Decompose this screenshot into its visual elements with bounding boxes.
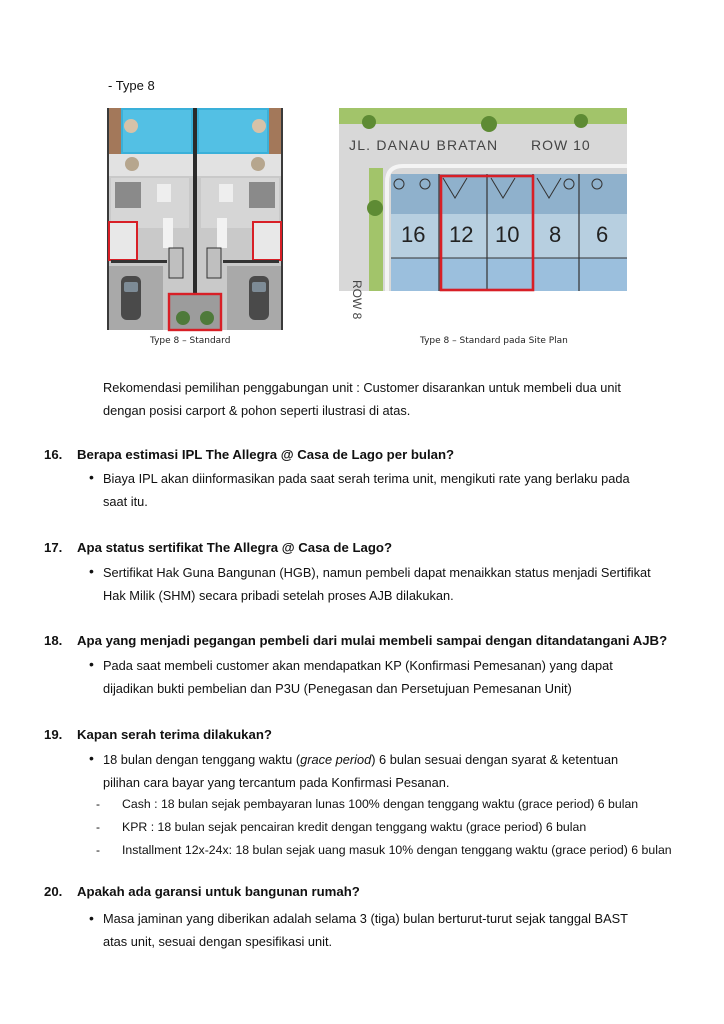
question-text: Apa status sertifikat The Allegra @ Casa de Lago? (77, 540, 393, 555)
answer-text (103, 654, 688, 700)
site-plan-image (339, 108, 627, 320)
sub-item-cash: Cash : 18 bulan sejak pembayaran lunas 100% dengan tenggang waktu (grace period) 6 bulan (122, 797, 639, 811)
bullet-dot: • (89, 910, 94, 926)
question-number: 16. (44, 447, 63, 462)
floor-plan-image (107, 108, 283, 330)
unit-number: 16 (401, 222, 426, 247)
bullet-dot: • (89, 656, 94, 672)
unit-number: 10 (495, 222, 520, 247)
answer-line: saat itu. (103, 494, 148, 509)
grace-period-emphasis: grace period (300, 752, 372, 767)
recommendation-text (103, 376, 683, 422)
question-text: Apa yang menjadi pegangan pembeli dari mulai membeli sampai dengan ditandatangani AJB? (77, 633, 668, 648)
dash-marker: - (96, 797, 100, 811)
row-side-label: ROW 8 (350, 280, 364, 320)
question-number: 19. (44, 727, 63, 742)
dash-marker: - (96, 843, 100, 857)
recommendation-line: Rekomendasi pemilihan penggabungan unit : Customer disarankan untuk membeli dua unit (103, 380, 621, 395)
answer-line: dijadikan bukti pembelian dan P3U (Penegasan dan Persetujuan Pemesanan Unit) (103, 681, 572, 696)
sub-item-kpr: KPR : 18 bulan sejak pencairan kredit dengan tenggang waktu (grace period) 6 bulan (122, 820, 587, 834)
answer-text (103, 907, 688, 953)
sub-item-installment: Installment 12x-24x: 18 bulan sejak uang masuk 10% dengan tenggang waktu (grace period) 6 bulan (122, 843, 672, 857)
answer-text (103, 748, 688, 794)
answer-line: Sertifikat Hak Guna Bangunan (HGB), namun pembeli dapat menaikkan status menjadi Sertifikat (103, 565, 651, 580)
unit-number: 12 (449, 222, 474, 247)
answer-fragment: ) 6 bulan sesuai dengan syarat & ketentuan (371, 752, 619, 767)
dash-marker: - (96, 820, 100, 834)
bullet-dot: • (89, 750, 94, 766)
answer-fragment: 18 bulan dengan tenggang waktu ( (103, 752, 301, 767)
answer-line (103, 748, 688, 771)
question-text: Berapa estimasi IPL The Allegra @ Casa de Lago per bulan? (77, 447, 455, 462)
right-figure-caption: Type 8 – Standard pada Site Plan (420, 336, 568, 346)
bullet-dot: • (89, 563, 94, 579)
answer-line: Biaya IPL akan diinformasikan pada saat serah terima unit, mengikuti rate yang berlaku pada (103, 471, 630, 486)
question-number: 18. (44, 633, 63, 648)
answer-line: Pada saat membeli customer akan mendapatkan KP (Konfirmasi Pemesanan) yang dapat (103, 658, 613, 673)
question-text: Kapan serah terima dilakukan? (77, 727, 272, 742)
type-heading: - Type 8 (108, 78, 155, 93)
answer-text (103, 467, 688, 513)
row-label: ROW 10 (531, 137, 591, 153)
unit-number: 6 (596, 222, 609, 247)
question-text: Apakah ada garansi untuk bangunan rumah? (77, 884, 360, 899)
answer-line: Hak Milik (SHM) secara pribadi setelah proses AJB dilakukan. (103, 588, 454, 603)
left-figure-caption: Type 8 – Standard (150, 336, 231, 346)
answer-line: Masa jaminan yang diberikan adalah selama 3 (tiga) bulan berturut-turut sejak tanggal BAST (103, 911, 628, 926)
answer-line: atas unit, sesuai dengan spesifikasi unit. (103, 934, 333, 949)
unit-number: 8 (549, 222, 562, 247)
question-number: 20. (44, 884, 63, 899)
question-number: 17. (44, 540, 63, 555)
recommendation-line: dengan posisi carport & pohon seperti ilustrasi di atas. (103, 403, 411, 418)
answer-line: pilihan cara bayar yang tercantum pada Konfirmasi Pesanan. (103, 775, 450, 790)
bullet-dot: • (89, 469, 94, 485)
street-label: JL. DANAU BRATAN (349, 137, 499, 153)
answer-text (103, 561, 688, 607)
